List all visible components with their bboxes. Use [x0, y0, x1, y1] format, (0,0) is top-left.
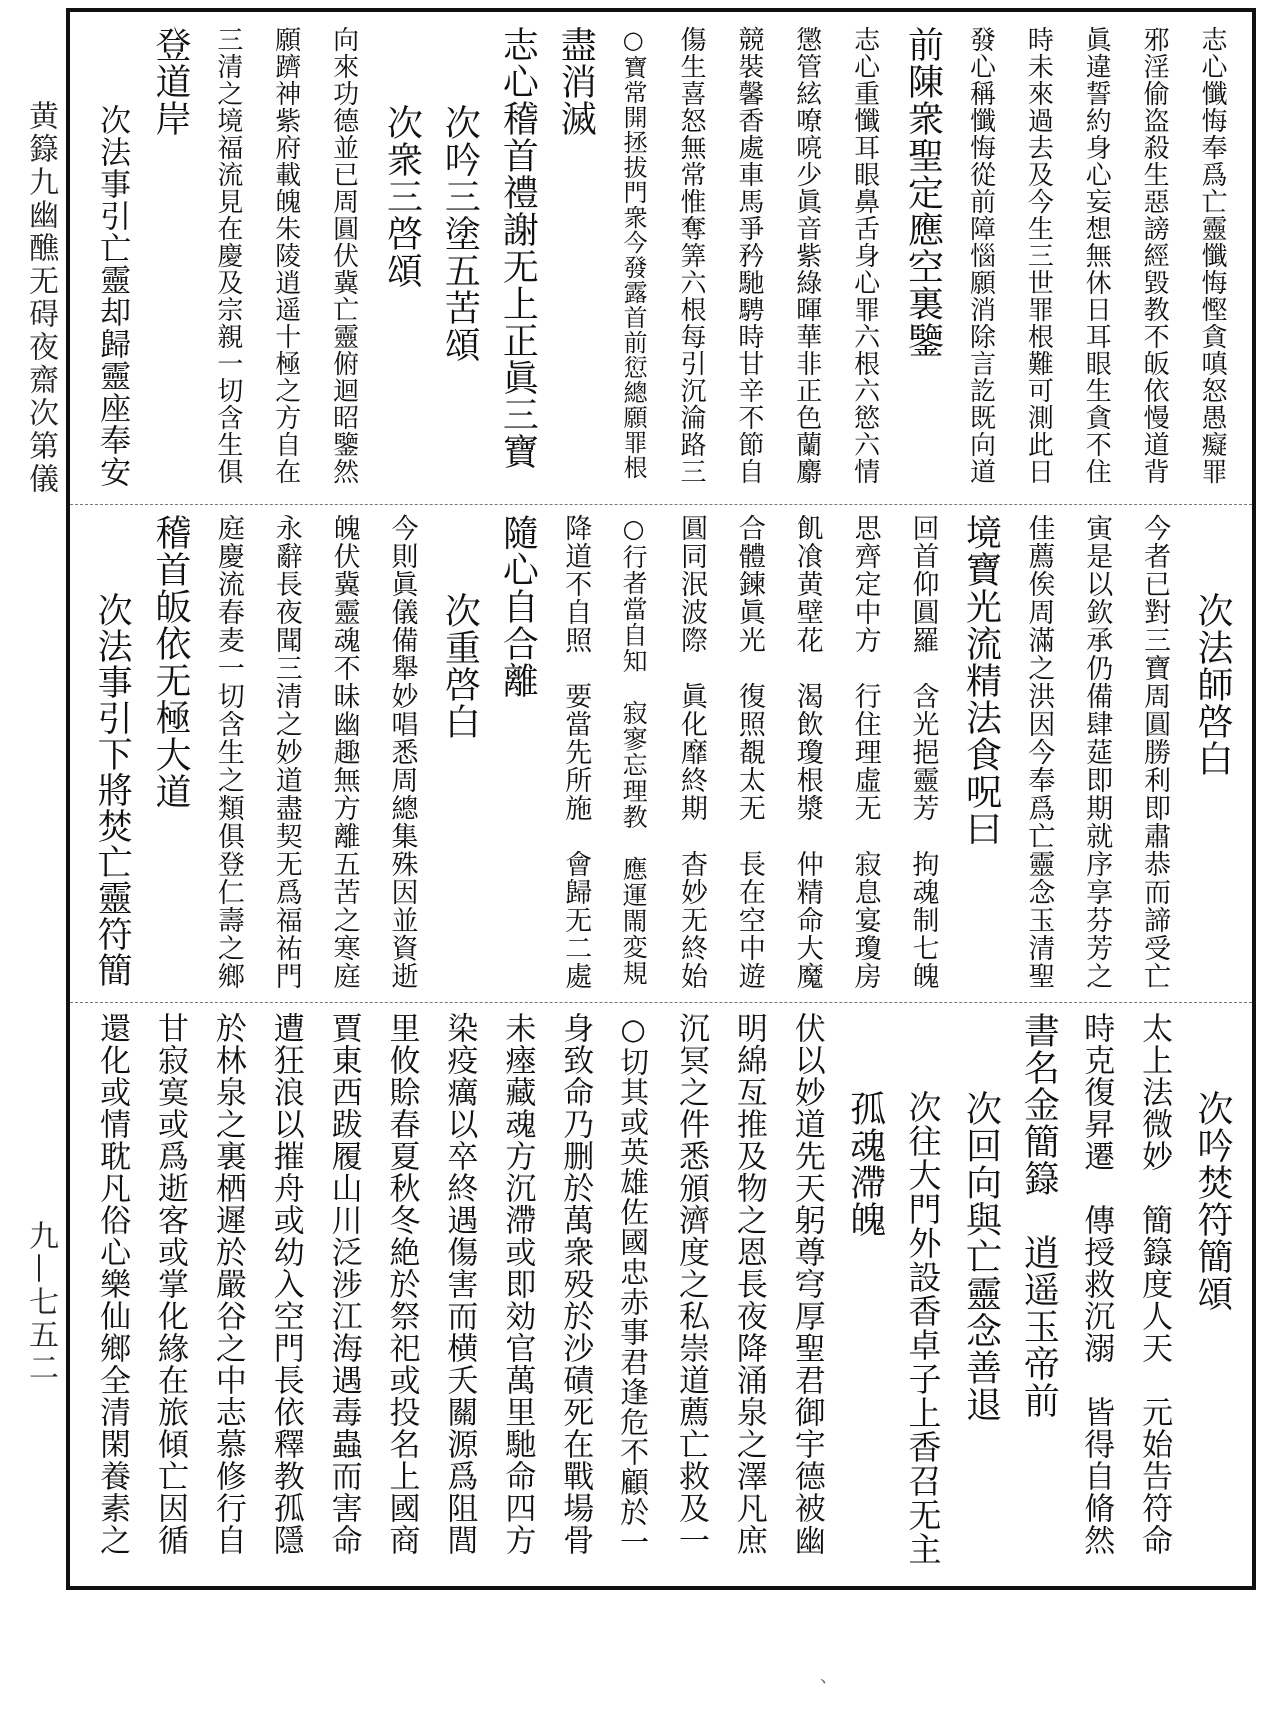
- text-column: 願躋神紫府載魄朱陵逍遥十極之方自在: [270, 26, 301, 485]
- text-column: 還化或情耽凡俗心樂仙鄉全清閑養素之: [94, 1012, 131, 1556]
- text-column: 今者已對三寶周圓勝利即肅恭而諦受亡: [1139, 514, 1171, 990]
- text-column: 時未來過去及今生三世罪根難可測此日: [1023, 26, 1054, 485]
- panel-top: [90, 26, 1234, 496]
- page-frame: [66, 8, 1256, 1590]
- text-column: 登道岸: [149, 26, 191, 137]
- panel-middle: [90, 514, 1234, 996]
- text-column: 志心稽首禮謝无上正眞三寶: [497, 26, 539, 470]
- text-column: 甘寂寞或爲逝客或掌化緣在旅傾亡因循: [151, 1012, 188, 1556]
- text-column: 於林泉之裏栖遲於嚴谷之中志慕修行自: [209, 1012, 246, 1556]
- page-number: 九—七五二: [23, 1220, 58, 1385]
- text-column: 向來功德並已周圓伏冀亡靈俯迴昭鑒然: [328, 26, 359, 485]
- text-column: ○切其或英雄佐國忠赤事君逢危不顧於一: [616, 1012, 651, 1557]
- book-title: 黄籙九幽醮无碍夜齋次第儀: [23, 100, 58, 496]
- text-column: 伏以妙道先天躬尊穹厚聖君御宇德被幽: [788, 1012, 825, 1556]
- text-column: 志心懺悔奉爲亡靈懺悔慳貪嗔怒愚癡罪: [1197, 26, 1227, 485]
- text-column: 染疫癘以卒終遇傷害而横夭關源爲阻閭: [441, 1012, 478, 1556]
- text-column: 合體鍊眞光 復照覩太无 長在空中遊: [733, 514, 765, 990]
- text-column: 邪淫偷盗殺生惡謗經毀教不皈依慢道背: [1139, 26, 1170, 485]
- text-column: 魄伏冀靈魂不昧幽趣無方離五苦之寒庭: [328, 514, 360, 990]
- text-column: 沉冥之件悉頒濟度之私崇道薦亡救及一: [672, 1012, 709, 1556]
- text-column: 回首仰圓羅 含光挹靈芳 拘魂制七魄: [907, 514, 939, 990]
- text-column: 稽首皈依无極大道: [149, 514, 191, 810]
- text-column: 永辭長夜聞三清之妙道盡契无爲福祐門: [270, 514, 302, 990]
- text-column: 未瘞藏魂方沉滯或即効官萬里馳命四方: [499, 1012, 536, 1556]
- text-column: 前陳衆聖定應空裏鑒: [902, 26, 944, 359]
- text-column: 寅是以欽承仍備肆莚即期就序享芬芳之: [1081, 514, 1113, 990]
- text-column: 賈東西跋履山川泛涉江海遇毒蟲而害命: [325, 1012, 362, 1556]
- text-column: 明綿亙推及物之恩長夜降涌泉之澤凡庶: [730, 1012, 767, 1556]
- text-column: 孤魂滯魄: [844, 1090, 886, 1238]
- text-column: 佳薦俟周滿之洪因今奉爲亡靈念玉清聖: [1023, 514, 1055, 990]
- text-column: 時克復昇遷 傳授救沉溺 皆得自脩然: [1078, 1012, 1115, 1556]
- panel-divider-2: [70, 1002, 1252, 1003]
- text-column: 次法師啓白: [1192, 592, 1233, 777]
- text-column: 志心重懺耳眼鼻舌身心罪六根六慾六情: [849, 26, 880, 485]
- text-column: 隨心自合離: [497, 514, 539, 699]
- text-column: 思齊定中方 行住理虛无 寂息宴瓊房: [849, 514, 881, 990]
- text-column: 遭狂浪以摧舟或幼入空門長依釋教孤隱: [267, 1012, 304, 1556]
- text-column: 三清之境福流見在慶及宗親一切含生俱: [212, 26, 243, 485]
- text-column: 眞違誓約身心妄想無休日耳眼生貪不住: [1081, 26, 1112, 485]
- text-column: 發心稱懺悔從前障惱願消除言訖既向道: [965, 26, 996, 485]
- text-column: 太上法微妙 簡籙度人天 元始告符命: [1136, 1012, 1173, 1556]
- text-column: 盡消滅: [555, 26, 597, 137]
- text-column: ○行者當自知 寂寥忘理教 應運閙変規: [619, 514, 649, 986]
- text-column: 次吟焚符簡頌: [1192, 1090, 1233, 1312]
- text-column: 次回向與亡靈念善退: [960, 1090, 1002, 1423]
- text-column: 身致命乃删於萬衆殁於沙磧死在戰場骨: [557, 1012, 594, 1556]
- text-column: 里攸賒春夏秋冬絶於祭祀或投名上國商: [383, 1012, 420, 1556]
- text-column: 次法事引下將焚亡靈符簡: [92, 592, 133, 988]
- text-column: 次衆三啓頌: [381, 104, 423, 289]
- text-column: 次重啓白: [439, 592, 481, 740]
- text-column: 降道不自照 要當先所施 會歸无二處: [560, 514, 592, 990]
- text-column: 次吟三塗五苦頌: [439, 104, 481, 363]
- panel-divider-1: [70, 504, 1252, 505]
- text-column: 競裝馨香處車馬爭矜馳騁時甘辛不節自: [733, 26, 764, 485]
- text-column: 傷生喜怒無常惟奪筭六根每引沉淪路三: [675, 26, 706, 485]
- text-column: 圓同泯波際 眞化靡終期 杳妙无終始: [675, 514, 707, 990]
- text-column: 次往大門外設香卓子上香召无主: [903, 1090, 943, 1566]
- text-column: 飢飡黄壁花 渴飲瓊根漿 仲精命大魔: [791, 514, 823, 990]
- text-column: 書名金簡籙 逍遥玉帝前: [1018, 1012, 1060, 1419]
- panel-bottom: [90, 1012, 1234, 1572]
- text-column: 次法事引亡靈却歸靈座奉安: [94, 104, 131, 488]
- text-column: 懲管絃嘹喨少眞音紫綠暉華非正色蘭麝: [791, 26, 822, 485]
- text-column: ○寶常開拯拔門衆今發露首前愆總願罪根: [619, 26, 648, 480]
- footer-mark: 、: [820, 1666, 838, 1687]
- text-column: 今則眞儀備舉妙唱悉周總集殊因並資逝: [386, 514, 418, 990]
- text-column: 境寶光流精法食呪曰: [960, 514, 1002, 847]
- text-column: 庭慶流春麦一切含生之類俱登仁壽之鄉: [212, 514, 244, 990]
